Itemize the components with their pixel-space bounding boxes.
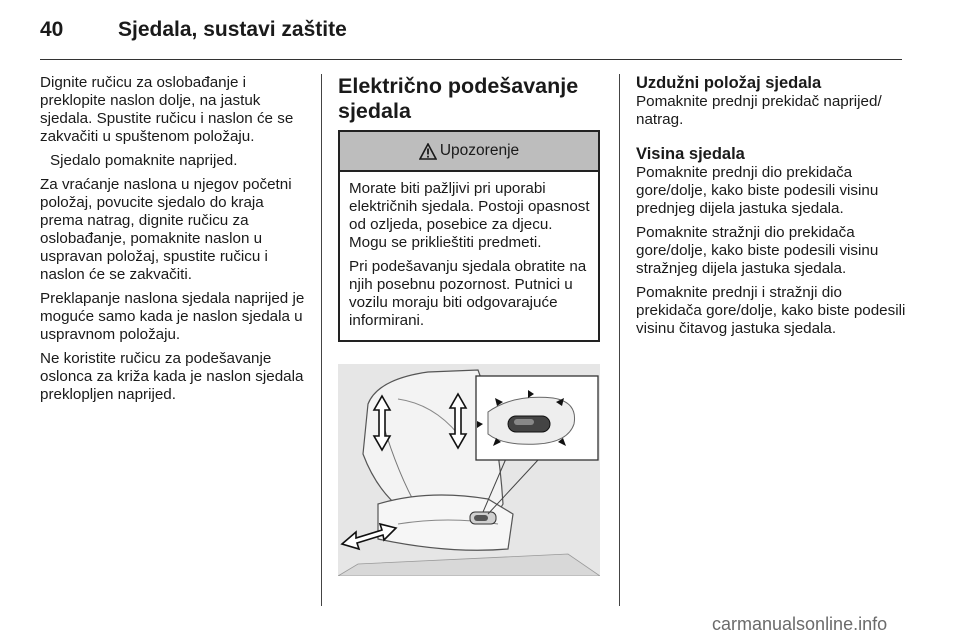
paragraph: Pomaknite prednji dio prekidača gore/dolje, kako biste podesili visinu prednjeg dijela jastuka sjedala. [636, 164, 879, 217]
page-header [40, 14, 902, 54]
section-heading: Električno podešavanje sjedala [338, 74, 579, 123]
paragraph: Dignite ručicu za oslobađanje i preklopite naslon dolje, na jastuk sjedala. Spustite ručicu i naslon će se zakvačiti u spuštenom položaju. [40, 74, 294, 145]
column-left [40, 74, 308, 410]
page-number: 40 [40, 18, 64, 41]
warning-paragraph: Morate biti pažljivi pri uporabi električnih sjedala. Postoji opasnost od ozljeda, posebice za djecu. Mogu se priklieštiti predmeti. [349, 180, 590, 251]
watermark: carmanualsonline.info [712, 614, 888, 634]
column-middle [338, 74, 602, 342]
header-rule [40, 59, 902, 60]
chapter-title: Sjedala, sustavi zaštite [118, 18, 347, 41]
column-divider-1 [321, 74, 322, 606]
warning-header [340, 132, 598, 172]
warning-body [340, 172, 598, 340]
warning-title: Upozorenje [439, 142, 520, 159]
subsection-heading: Uzdužni položaj sjedala [636, 74, 822, 92]
seat-adjustment-illustration [338, 364, 600, 576]
paragraph: Pomaknite prednji prekidač naprijed/ natrag. [636, 93, 882, 128]
paragraph: Ne koristite ručicu za podešavanje oslonca za križa kada je naslon sjedala preklopljen naprijed. [40, 350, 304, 403]
paragraph: Pomaknite prednji i stražnji dio prekidača gore/dolje, kako biste podesili visinu čitavog jastuka sjedala. [636, 284, 906, 337]
warning-paragraph: Pri podešavanju sjedala obratite na njih posebnu pozornost. Putnici u vozilu moraju biti odgovarajuće informirani. [349, 258, 587, 329]
column-divider-2 [619, 74, 620, 606]
warning-box [338, 130, 600, 342]
paragraph: Preklapanje naslona sjedala naprijed je moguće samo kada je naslon sjedala u uspravnom položaju. [40, 290, 305, 343]
paragraph: Sjedalo pomaknite naprijed. [50, 152, 238, 169]
paragraph: Za vraćanje naslona u njegov početni položaj, povucite sjedalo do kraja prema natrag, dignite ručicu za oslobađanje, pomaknite naslon u uspravan položaj, spustite ručicu i naslon će se zakvačiti. [40, 176, 292, 283]
subsection-heading: Visina sjedala [636, 145, 745, 163]
warning-triangle-icon [419, 143, 437, 160]
column-right [636, 74, 906, 344]
paragraph: Pomaknite stražnji dio prekidača gore/dolje, kako biste podesili visinu stražnjeg dijela jastuka sjedala. [636, 224, 879, 277]
